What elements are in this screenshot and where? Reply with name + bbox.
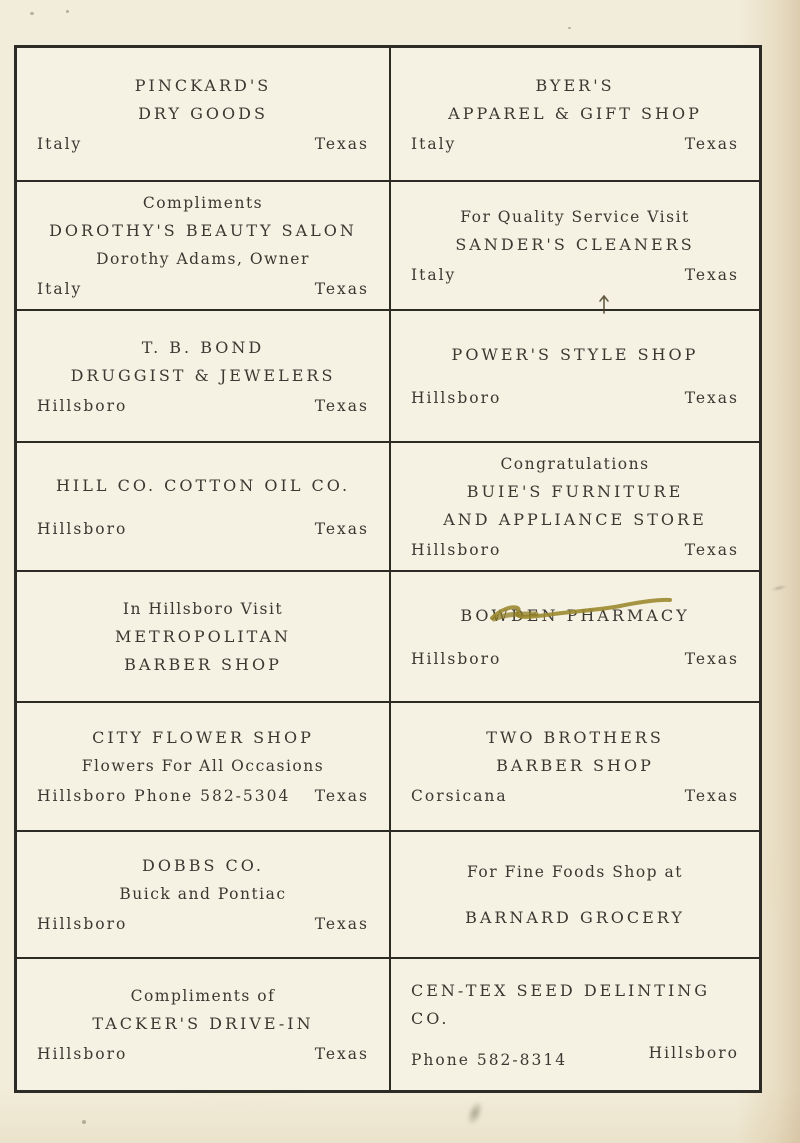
ad-footer: [35, 276, 371, 302]
ad-powers-style-shop: [391, 311, 759, 443]
ad-text: [35, 595, 371, 679]
ad-dobbs-co-buick-pontiac: [17, 832, 391, 959]
paper-speck: [30, 12, 34, 15]
ad-barnard-grocery: [391, 832, 759, 959]
ad-footer: [35, 783, 371, 809]
ad-state: Texas: [684, 389, 739, 407]
ad-text: [409, 602, 741, 630]
ad-city: Hillsboro: [411, 649, 502, 668]
ad-tackers-drive-in: [17, 959, 391, 1090]
ad-line: TWO BROTHERS: [486, 728, 664, 747]
ad-line: PINCKARD'S: [134, 75, 272, 95]
ad-city: Hillsboro: [37, 915, 128, 933]
ad-bowden-pharmacy: [391, 572, 759, 703]
ink-smudge: [460, 1094, 489, 1132]
ad-text: [35, 852, 371, 908]
ad-line: T. B. BOND: [141, 337, 265, 357]
ad-line: DRUGGIST & JEWELERS: [70, 365, 336, 385]
ad-text: [409, 203, 741, 259]
ad-line: Buick and Pontiac: [119, 885, 287, 903]
ad-line: In Hillsboro Visit: [122, 599, 284, 618]
ad-footer: [35, 1041, 371, 1067]
ad-city: Hillsboro: [37, 1045, 128, 1063]
ad-line: Compliments of: [130, 987, 276, 1005]
ad-line: Dorothy Adams, Owner: [96, 250, 310, 268]
ad-dorothys-beauty-salon: [17, 182, 391, 311]
ad-line: AND APPLIANCE STORE: [443, 510, 707, 529]
ad-line: HILL CO. COTTON OIL CO.: [55, 475, 351, 495]
ad-line: BYER'S: [535, 75, 615, 95]
ad-text: [35, 72, 371, 128]
ad-text: [409, 450, 741, 534]
paper-speck: [568, 27, 571, 29]
ad-line: SANDER'S CLEANERS: [455, 235, 695, 254]
ad-pinckards-dry-goods: [17, 48, 391, 182]
ad-text: [409, 977, 741, 1033]
ad-footer: [409, 131, 741, 157]
ad-state: Texas: [314, 1045, 369, 1063]
ad-hill-co-cotton-oil: [17, 443, 391, 572]
ad-city: Hillsboro: [411, 541, 502, 559]
ad-line: CEN-TEX SEED DELINTING CO.: [411, 980, 711, 1028]
ad-state: Texas: [314, 396, 369, 415]
ad-state: Texas: [684, 134, 739, 153]
ad-line: Congratulations: [500, 455, 650, 473]
ad-text: [409, 858, 741, 932]
ad-line: BARNARD GROCERY: [465, 907, 685, 927]
ad-footer: [409, 385, 741, 411]
ad-state: Texas: [314, 280, 369, 298]
ad-city: Italy: [37, 134, 83, 153]
ad-byers-apparel-gift-shop: [391, 48, 759, 182]
ad-state: Texas: [314, 787, 369, 805]
ad-footer: [35, 131, 371, 157]
ad-line: BARBER SHOP: [496, 756, 654, 775]
ad-footer: [409, 646, 741, 672]
ad-footer: [35, 516, 371, 542]
ad-text: [35, 334, 371, 390]
ad-line: BARBER SHOP: [124, 654, 282, 674]
ad-text: [35, 472, 371, 500]
advertisement-grid: [14, 45, 762, 1093]
ad-footer: [35, 911, 371, 937]
ad-text: [409, 341, 741, 369]
ad-line: BUIE'S FURNITURE: [466, 482, 684, 501]
pencil-smudge: [768, 582, 791, 593]
ad-line: Compliments: [142, 194, 264, 212]
ad-city: Hillsboro: [411, 389, 502, 407]
ad-city: Hillsboro: [37, 519, 128, 538]
ad-state: Texas: [314, 134, 369, 153]
ad-state: Texas: [314, 519, 369, 538]
ad-text: [35, 982, 371, 1038]
ad-city-flower-shop: [17, 703, 391, 832]
paper-speck: [82, 1120, 86, 1124]
ad-text: [35, 189, 371, 273]
ad-state: Texas: [314, 915, 369, 933]
ad-city: Hillsboro: [648, 1043, 739, 1062]
ad-state: Texas: [684, 649, 739, 668]
ad-metropolitan-barber-shop: [17, 572, 391, 703]
ad-city: Italy: [411, 266, 457, 284]
ad-state: Texas: [684, 541, 739, 559]
ad-text: [409, 72, 741, 128]
ad-text: [409, 724, 741, 780]
ad-line: METROPOLITAN: [114, 626, 292, 646]
ad-footer: [409, 537, 741, 563]
ad-line: DRY GOODS: [138, 103, 268, 123]
ad-line: CITY FLOWER SHOP: [92, 728, 314, 747]
paper-speck: [66, 10, 69, 13]
ad-line: POWER'S STYLE SHOP: [451, 345, 699, 364]
ad-text: [35, 724, 371, 780]
ad-city: Corsicana: [411, 787, 508, 805]
ad-city: Hillsboro: [37, 396, 128, 415]
ad-footer: [35, 393, 371, 419]
ad-line: BOWDEN PHARMACY: [460, 605, 690, 625]
ad-buies-furniture-appliance: [391, 443, 759, 572]
ad-phone: Phone 582-8314: [411, 1050, 568, 1069]
ad-line: For Quality Service Visit: [460, 208, 690, 226]
ad-line: Flowers For All Occasions: [81, 757, 325, 775]
ad-tb-bond-druggist-jewelers: [17, 311, 391, 443]
ad-footer: [409, 1043, 741, 1073]
ad-city-phone: Hillsboro Phone 582-5304: [37, 787, 291, 805]
ad-footer: [409, 262, 741, 288]
ad-sanders-cleaners: [391, 182, 759, 311]
ad-city: Italy: [37, 280, 83, 298]
ad-city: Italy: [411, 134, 457, 153]
ad-line: For Fine Foods Shop at: [467, 862, 683, 881]
ad-cen-tex-seed-delinting: [391, 959, 759, 1090]
ad-line: DOBBS CO.: [141, 856, 264, 875]
ad-two-brothers-barber-shop: [391, 703, 759, 832]
ad-line: TACKER'S DRIVE-IN: [92, 1014, 314, 1033]
ad-state: Texas: [684, 266, 739, 284]
ad-footer: [409, 783, 741, 809]
ad-line: DOROTHY'S BEAUTY SALON: [49, 221, 357, 240]
ad-state: Texas: [684, 787, 739, 805]
ad-line: APPAREL & GIFT SHOP: [448, 103, 702, 123]
